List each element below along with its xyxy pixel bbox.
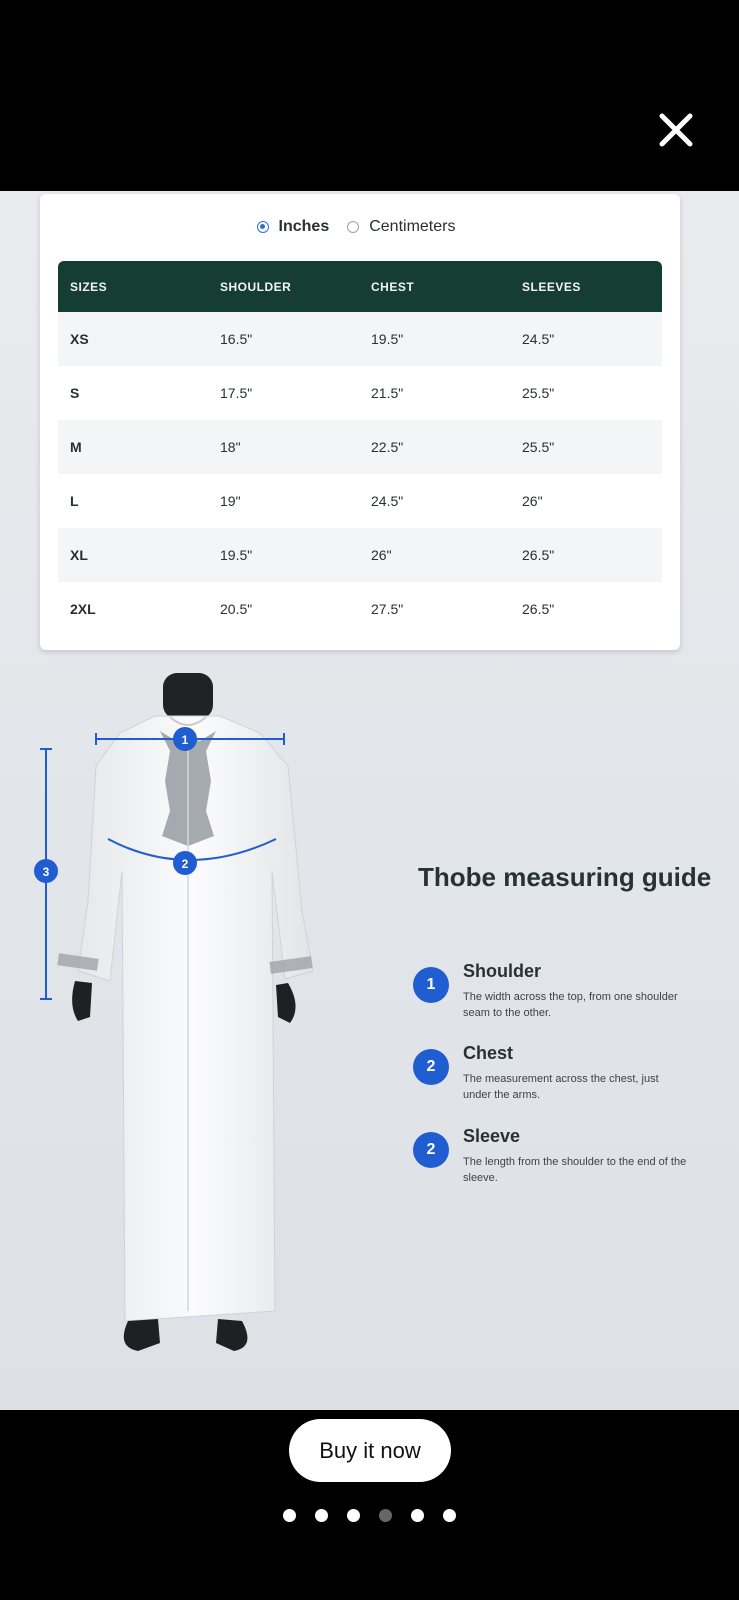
table-row	[58, 312, 662, 366]
shoulder-cell: 19.5"	[220, 547, 253, 563]
table-row	[58, 420, 662, 474]
size-cell: L	[70, 493, 79, 509]
shoulder-cell: 16.5"	[220, 331, 253, 347]
chest-cell: 19.5"	[371, 331, 404, 347]
column-header-sleeves: SLEEVES	[522, 279, 581, 294]
sleeves-cell: 26"	[522, 493, 543, 509]
inches-radio[interactable]	[257, 221, 269, 233]
product-image[interactable]	[0, 191, 739, 1410]
table-row	[58, 366, 662, 420]
shoulder-cell: 20.5"	[220, 601, 253, 617]
shoulder-cell: 19"	[220, 493, 241, 509]
marker-2-label: 2	[181, 857, 189, 871]
marker-1-label: 1	[181, 733, 189, 747]
chest-cell: 27.5"	[371, 601, 404, 617]
column-header-chest: CHEST	[371, 279, 415, 294]
shoulder-cell: 18"	[220, 439, 241, 455]
table-row	[58, 528, 662, 582]
pagination-dot[interactable]	[379, 1509, 392, 1522]
shoulder-cell: 17.5"	[220, 385, 253, 401]
chest-cell: 21.5"	[371, 385, 404, 401]
inches-label[interactable]: Inches	[278, 218, 330, 235]
chest-cell: 22.5"	[371, 439, 404, 455]
table-row	[58, 474, 662, 528]
pagination-dot[interactable]	[347, 1509, 360, 1522]
sleeves-cell: 25.5"	[522, 385, 555, 401]
marker-3-label: 3	[42, 865, 50, 879]
size-chart-card	[40, 194, 680, 650]
column-header-sizes: SIZES	[70, 279, 108, 294]
chest-cell: 26"	[371, 547, 392, 563]
guide-item-description: The measurement across the chest, just under the arms.	[463, 1073, 659, 1101]
viewer-top-bar	[0, 0, 739, 191]
size-cell: XS	[70, 331, 89, 347]
pagination-dot[interactable]	[411, 1509, 424, 1522]
pagination-dot[interactable]	[283, 1509, 296, 1522]
close-icon	[652, 106, 700, 154]
centimeters-radio[interactable]	[347, 221, 359, 233]
guide-item-description: The length from the shoulder to the end of the sleeve.	[463, 1156, 687, 1184]
guide-item-heading: Shoulder	[463, 961, 542, 981]
column-header-shoulder: SHOULDER	[220, 279, 292, 294]
guide-title: Thobe measuring guide	[418, 862, 712, 892]
sleeves-cell: 24.5"	[522, 331, 555, 347]
size-cell: XL	[70, 547, 88, 563]
image-pagination-dots	[0, 1509, 739, 1522]
guide-number-badge: 2	[413, 1049, 449, 1085]
pagination-dot[interactable]	[315, 1509, 328, 1522]
size-cell: S	[70, 385, 80, 401]
size-table	[58, 261, 662, 636]
guide-item-heading: Chest	[463, 1043, 514, 1063]
sleeves-cell: 26.5"	[522, 547, 555, 563]
size-cell: 2XL	[70, 601, 96, 617]
unit-toggle	[40, 218, 680, 236]
centimeters-label[interactable]: Centimeters	[369, 218, 456, 235]
guide-item-heading: Sleeve	[463, 1126, 521, 1146]
table-row	[58, 582, 662, 636]
sleeves-cell: 25.5"	[522, 439, 555, 455]
guide-item-description: The width across the top, from one shoulder seam to the other.	[463, 991, 678, 1019]
guide-number-badge: 1	[413, 967, 449, 1003]
table-header-row	[58, 261, 662, 312]
pagination-dot[interactable]	[443, 1509, 456, 1522]
size-cell: M	[70, 439, 82, 455]
buy-it-now-button[interactable]: Buy it now	[289, 1419, 451, 1482]
thobe-mannequin-illustration	[20, 671, 340, 1391]
chest-cell: 24.5"	[371, 493, 404, 509]
sleeves-cell: 26.5"	[522, 601, 555, 617]
close-button[interactable]	[652, 106, 700, 154]
guide-number-badge: 2	[413, 1132, 449, 1168]
